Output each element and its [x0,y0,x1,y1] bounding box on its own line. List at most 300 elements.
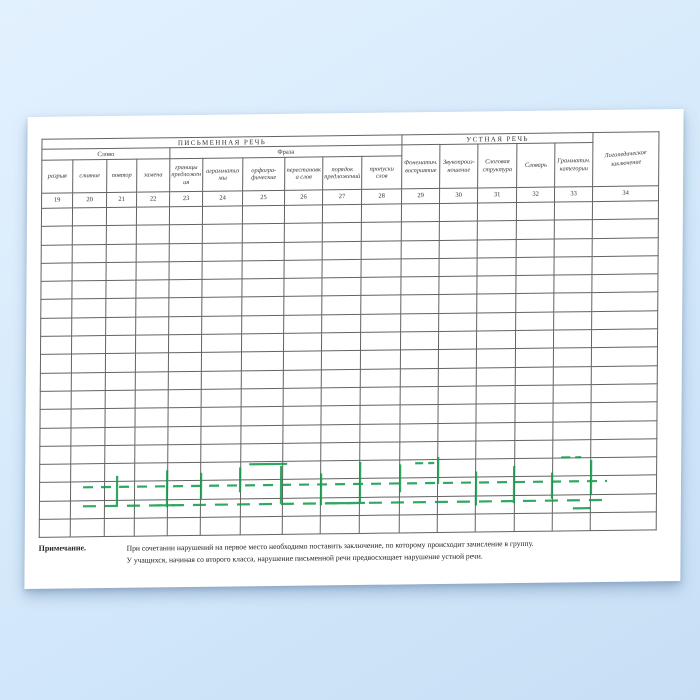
empty-cell [516,275,554,294]
empty-cell [70,482,104,501]
empty-cell [168,408,201,427]
empty-cell [591,439,657,458]
empty-cell [169,206,202,225]
empty-cell [360,350,400,369]
empty-cell [71,409,105,428]
empty-cell [361,259,401,278]
empty-cell [477,312,516,331]
empty-cell [283,406,321,425]
empty-cell [135,463,168,482]
empty-cell [554,293,592,312]
empty-cell [284,223,322,242]
empty-cell [200,517,240,536]
empty-cell [321,332,360,351]
empty-cell [169,280,202,299]
word-subgroup-header: Слово [42,148,170,161]
empty-cell [41,263,72,282]
empty-cell [201,462,241,481]
empty-cell [105,463,135,482]
footnote [39,537,639,568]
empty-cell [106,262,136,281]
empty-cell [242,315,284,334]
column-number: 26 [285,190,323,205]
empty-cell [477,221,516,240]
column-number: 32 [517,187,555,202]
empty-cell [322,204,361,223]
empty-cell [360,387,400,406]
empty-cell [477,276,516,295]
empty-cell [438,423,476,442]
empty-cell [242,205,284,224]
empty-cell [136,280,169,299]
empty-cell [439,203,477,222]
empty-cell [169,225,202,244]
empty-cell [477,257,516,276]
empty-cell [40,409,71,428]
empty-cell [515,422,553,441]
empty-cell [516,220,554,239]
empty-cell [592,201,658,220]
column-header-orthographic: орфогра-фические [243,157,285,191]
empty-cell [361,222,401,241]
empty-cell [70,500,104,519]
empty-cell [516,257,554,276]
written-speech-group-header: ПИСЬМЕННАЯ РЕЧЬ [42,135,402,149]
empty-cell [283,461,321,480]
empty-cell [438,386,476,405]
empty-cell [401,295,439,314]
empty-cell [322,296,361,315]
empty-cell [71,445,105,464]
empty-cell [283,351,321,370]
empty-cell [202,279,242,298]
empty-cell [438,368,476,387]
empty-cell [401,258,439,277]
empty-cell [105,390,135,409]
empty-cell [590,512,656,531]
empty-cell [105,427,135,446]
column-number: 31 [478,188,517,203]
column-number: 30 [440,188,478,203]
footnote-label: Примечание. [38,543,87,553]
empty-cell [439,294,477,313]
empty-cell [400,460,438,479]
column-number: 28 [362,189,402,204]
empty-cell [477,239,516,258]
empty-cell [401,222,439,241]
empty-cell [104,482,134,501]
empty-cell [516,312,554,331]
empty-cell [41,281,72,300]
column-header-sound-pronunciation: Звукопроиз-ношение [440,144,478,188]
empty-cell [282,516,320,535]
empty-cell [553,421,591,440]
empty-cell [169,334,202,353]
empty-cell [320,515,359,534]
empty-cell [241,425,283,444]
empty-cell [106,225,136,244]
empty-cell [515,440,553,459]
empty-cell [135,353,168,372]
empty-cell [104,500,134,519]
oral-speech-group-header: УСТНАЯ РЕЧЬ [402,133,593,145]
empty-cell [320,497,359,516]
column-number: 21 [107,192,137,207]
empty-cell [70,519,104,538]
empty-cell [242,224,284,243]
column-header-syllable-structure: Слоговая структура [478,143,517,187]
column-number: 24 [203,191,243,206]
empty-cell [400,441,438,460]
empty-cell [553,458,591,477]
empty-cell [554,220,592,239]
empty-cell [201,425,241,444]
empty-cell [201,352,241,371]
empty-cell [515,367,553,386]
empty-cell [136,225,169,244]
empty-cell [242,242,284,261]
empty-cell [104,518,134,537]
empty-cell [105,354,135,373]
empty-cell [321,424,360,443]
empty-cell [134,500,167,519]
empty-cell [201,371,241,390]
empty-cell [439,258,477,277]
empty-cell [201,444,241,463]
empty-cell [515,403,553,422]
empty-cell [71,372,105,391]
empty-cell [400,368,438,387]
empty-cell [41,336,72,355]
empty-cell [476,459,515,478]
empty-cell [553,366,591,385]
empty-cell [40,428,71,447]
empty-cell [361,241,401,260]
empty-cell [476,440,515,459]
empty-cell [283,388,321,407]
column-header-word-reorder: перестановка слов [285,157,323,190]
conclusion-column-header: Логопедическое заключение [593,132,659,187]
empty-cell [71,391,105,410]
column-number: 22 [137,192,170,207]
empty-cell [322,259,361,278]
empty-cell [476,422,515,441]
empty-cell [71,427,105,446]
empty-cell [167,517,200,536]
empty-cell [241,462,283,481]
empty-cell [242,279,284,298]
empty-cell [168,463,201,482]
empty-cell [592,256,658,275]
empty-cell [553,476,591,495]
empty-cell [591,347,657,366]
empty-cell [72,262,106,281]
empty-cell [41,245,72,264]
empty-cell [105,372,135,391]
empty-cell [320,479,359,498]
empty-cell [106,244,136,263]
empty-cell [439,240,477,259]
empty-cell [106,317,136,336]
empty-cell [41,208,72,227]
empty-cell [361,314,401,333]
empty-cell [515,458,553,477]
empty-cell [106,280,136,299]
column-header-sentence-borders: границы предложения [170,158,203,191]
empty-cell [284,296,322,315]
column-number: 29 [402,188,440,203]
footnote-text [127,538,534,567]
column-number: 34 [593,186,659,202]
empty-cell [241,352,283,371]
empty-cell [135,371,168,390]
empty-cell [400,350,438,369]
empty-cell [168,371,201,390]
column-header-phonematic-perception: Фонематич. восприятие [402,144,440,188]
empty-cell [592,237,658,256]
empty-cell [401,332,439,351]
empty-cell [439,313,477,332]
empty-cell [553,385,591,404]
empty-cell [401,203,439,222]
empty-cell [438,459,476,478]
footnote-line-2: У учащихся, начиная со второго класса, нарушение письменной речи предвосхищает нарушение устной речи. [126,551,483,565]
empty-cell [134,518,167,537]
empty-cell [591,365,657,384]
empty-cell [282,498,320,517]
empty-cell [401,277,439,296]
empty-cell [202,297,242,316]
empty-cell [439,331,477,350]
empty-cell [41,226,72,245]
empty-cell [168,389,201,408]
empty-cell [359,478,399,497]
column-header-grammar-categories: Грамматич. категории [555,143,593,187]
empty-cell [71,464,105,483]
empty-cell [321,442,360,461]
footnote-line-1: При сочетании нарушений на первое место необходимо поставить заключение, по которому происходит зачисление в группу. [126,538,534,553]
empty-cell [283,424,321,443]
column-header-break: разрыв [42,160,73,193]
empty-cell [516,239,554,258]
empty-cell [105,408,135,427]
empty-cell [592,311,658,330]
empty-cell [41,299,72,318]
empty-cell [477,331,516,350]
empty-cell [169,316,202,335]
empty-cell [516,294,554,313]
empty-cell [439,221,477,240]
empty-cell [554,202,592,221]
empty-cell [283,370,321,389]
empty-cell [476,477,515,496]
empty-cell [241,370,283,389]
empty-cell [591,457,657,476]
empty-cell [169,243,202,262]
scanned-form-page [24,109,683,589]
empty-cell [360,460,400,479]
column-header-merge: слияние [73,160,107,193]
empty-cell [39,482,70,501]
empty-cell [322,223,361,242]
empty-cell [72,281,106,300]
empty-cell [360,424,400,443]
empty-cell [242,297,284,316]
empty-cell [167,499,200,518]
empty-cell [72,244,106,263]
empty-cell [169,298,202,317]
empty-cell [202,261,242,280]
empty-cell [591,384,657,403]
empty-cell [136,298,169,317]
empty-cell [72,226,106,245]
empty-cell [284,315,322,334]
empty-cell [136,262,169,281]
empty-cell [554,330,592,349]
empty-cell [134,481,167,500]
empty-cell [202,316,242,335]
empty-cell [400,405,438,424]
empty-cell [200,480,240,499]
empty-cell [515,385,553,404]
empty-cell [168,353,201,372]
empty-cell [322,241,361,260]
empty-cell [321,369,360,388]
empty-cell [136,335,169,354]
empty-cell [438,441,476,460]
empty-cell [71,354,105,373]
empty-cell [399,496,437,515]
empty-cell [591,475,657,494]
empty-cell [72,299,106,318]
empty-cell [201,407,241,426]
column-number: 23 [170,191,203,206]
empty-cell [241,443,283,462]
empty-cell [399,515,437,534]
empty-cell [135,408,168,427]
empty-cell [400,386,438,405]
empty-cell [401,313,439,332]
empty-cell [554,238,592,257]
empty-cell [321,406,360,425]
empty-cell [135,426,168,445]
empty-cell [321,351,360,370]
empty-cell [321,461,360,480]
empty-cell [592,292,658,311]
empty-cell [590,494,656,513]
empty-cell [169,261,202,280]
empty-cell [202,242,242,261]
empty-cell [41,318,72,337]
empty-cell [437,514,475,533]
empty-cell [136,317,169,336]
empty-cell [106,335,136,354]
empty-cell [202,224,242,243]
empty-cell [168,444,201,463]
phrase-subgroup-header: Фраза [170,145,402,159]
empty-cell [40,446,71,465]
empty-cell [200,499,240,518]
empty-cell [40,464,71,483]
empty-cell [437,496,475,515]
empty-cell [284,241,322,260]
empty-cell [72,317,106,336]
empty-cell [106,207,136,226]
empty-cell [515,477,553,496]
empty-cell [361,277,401,296]
empty-cell [400,423,438,442]
column-header-sentence-order: порядок предложений [323,156,362,189]
empty-cell [136,207,169,226]
empty-cell [438,404,476,423]
empty-cell [400,478,438,497]
empty-cell [477,294,516,313]
empty-cell [167,481,200,500]
empty-cell [201,389,241,408]
empty-cell [591,402,657,421]
empty-cell [552,494,590,513]
column-number: 33 [555,187,593,202]
empty-cell [284,205,322,224]
empty-cell [514,513,552,532]
empty-cell [476,349,515,368]
empty-cell [361,295,401,314]
empty-cell [475,495,514,514]
column-number: 25 [243,190,285,206]
empty-cell [516,202,554,221]
empty-cell [321,387,360,406]
empty-cell [553,439,591,458]
empty-cell [554,256,592,275]
empty-cell [514,495,552,514]
column-header-vocabulary: Словарь [517,143,555,187]
empty-cell [360,442,400,461]
empty-cell [515,348,553,367]
empty-cell [476,404,515,423]
empty-cell [553,403,591,422]
empty-cell [360,332,400,351]
empty-cell [283,443,321,462]
empty-cell [592,219,658,238]
empty-cell [360,405,400,424]
table-body [39,186,658,538]
empty-cell [240,516,282,535]
empty-cell [240,480,282,499]
empty-cell [242,260,284,279]
empty-cell [554,311,592,330]
empty-cell [476,386,515,405]
empty-cell [40,354,71,373]
empty-cell [516,330,554,349]
empty-cell [360,369,400,388]
column-number: 20 [73,193,107,208]
empty-cell [240,498,282,517]
empty-cell [284,260,322,279]
empty-cell [475,514,514,533]
empty-cell [135,390,168,409]
empty-cell [592,274,658,293]
column-header-agrammatisms: аграмматизмы [203,158,243,191]
empty-cell [39,519,70,538]
empty-cell [40,373,71,392]
empty-cell [359,497,399,516]
column-number: 19 [42,193,73,208]
empty-cell [553,348,591,367]
empty-cell [359,515,399,534]
empty-cell [592,329,658,348]
empty-cell [361,204,401,223]
column-number: 27 [323,189,362,204]
